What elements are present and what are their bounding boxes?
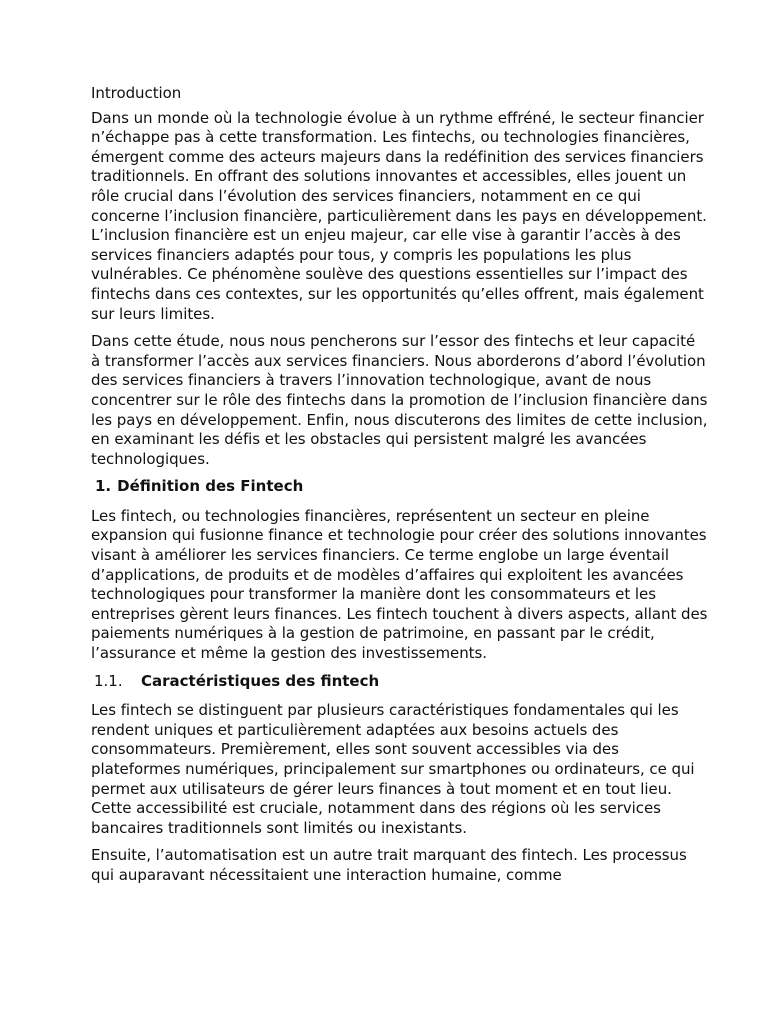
intro-paragraph-1: Dans un monde où la technologie évolue à un rythme effréné, le secteur financier n’échappe pas à cette transformation. Les fintechs, ou technologies financières, émergent comme des acteurs majeurs dans la redéfinition des services financiers traditionnels. En offrant des solutions innovantes et accessibles, elles jouent un rôle crucial dans l’évolution des services financiers, notamment en ce qui concerne l’inclusion financière, particulièrement dans les pays en développement. L’inclusion financière est un enjeu majeur, car elle vise à garantir l’accès à des services financiers adaptés pour tous, y compris les populations les plus vulnérables. Ce phénomène soulève des questions essentielles sur l’impact des fintechs dans ces contextes, sur les opportunités qu’elles offrent, mais également sur leurs limites. <box>91 108 707 323</box>
section-1-1-title: Caractéristiques des fintech <box>141 671 380 690</box>
section-1-1-heading <box>91 672 708 692</box>
section-1-number: 1. <box>95 477 112 496</box>
section-1-1-paragraph-2: Ensuite, l’automatisation est un autre trait marquant des fintech. Les processus qui auparavant nécessitaient une interaction humaine, comme <box>91 846 687 884</box>
section-1-paragraph: Les fintech, ou technologies financières, représentent un secteur en pleine expansion qui fusionne finance et technologie pour créer des solutions innovantes visant à améliorer les services financiers. Ce terme englobe un large éventail d’applications, de produits et de modèles d’affaires qui exploitent les avancées technologiques pour transformer la manière dont les consommateurs et les entreprises gèrent leurs finances. Les fintech touchent à divers aspects, allant des paiements numériques à la gestion de patrimoine, en passant par le crédit, l’assurance et même la gestion des investissements. <box>91 506 708 663</box>
section-1-1-number: 1.1. <box>94 671 123 690</box>
intro-paragraph-2: Dans cette étude, nous nous pencherons sur l’essor des fintechs et leur capacité à transformer l’accès aux services financiers. Nous aborderons d’abord l’évolution des services financiers à travers l’innovation technologique, avant de nous concentrer sur le rôle des fintechs dans la promotion de l’inclusion financière dans les pays en développement. Enfin, nous discuterons des limites de cette inclusion, en examinant les défis et les obstacles qui persistent malgré les avancées technologiques. <box>91 332 708 468</box>
intro-title: Introduction <box>91 84 182 102</box>
section-1-heading <box>91 477 708 497</box>
section-1-title: Définition des Fintech <box>117 477 304 496</box>
section-1-1-paragraph-1: Les fintech se distinguent par plusieurs caractéristiques fondamentales qui les rendent uniques et particulièrement adaptées aux besoins actuels des consommateurs. Premièrement, elles sont souvent accessibles via des plateformes numériques, principalement sur smartphones ou ordinateurs, ce qui permet aux utilisateurs de gérer leurs finances à tout moment et en tout lieu. Cette accessibilité est cruciale, notamment dans des régions où les services bancaires traditionnels sont limités ou inexistants. <box>91 701 695 837</box>
